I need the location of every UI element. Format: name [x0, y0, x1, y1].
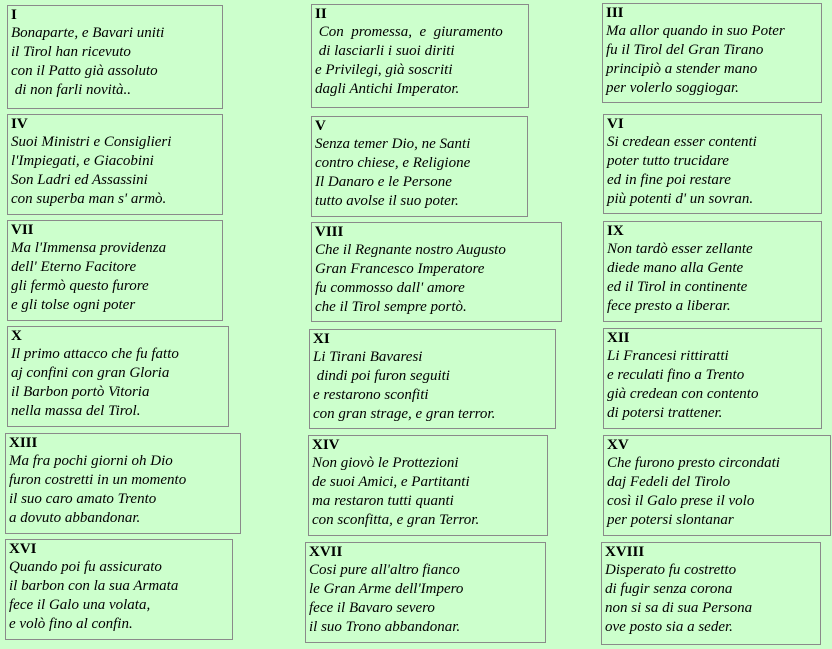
verse-line: l'Impiegati, e Giacobini — [11, 153, 154, 169]
stanza-number: III — [606, 5, 624, 21]
verse-line: a dovuto abbandonar. — [9, 510, 141, 526]
verse-line: fece il Bavaro severo — [309, 600, 435, 616]
stanza-11 — [309, 329, 556, 429]
stanza-number: XV — [607, 437, 629, 453]
verse-line: Senza temer Dio, ne Santi — [315, 136, 471, 152]
verse-line: Che furono presto circondati — [607, 455, 780, 471]
verse-line: per volerlo soggiogar. — [606, 80, 739, 96]
stanza-number: X — [11, 328, 22, 344]
verse-line: Li Francesi rittiratti — [607, 348, 729, 364]
stanza-number: IV — [11, 116, 28, 132]
stanza-16 — [5, 539, 233, 640]
stanza-13 — [5, 433, 241, 534]
verse-line: con sconfitta, e gran Terror. — [312, 512, 480, 528]
stanza-1 — [7, 5, 223, 109]
verse-line: Quando poi fu assicurato — [9, 559, 162, 575]
stanza-number: XVIII — [605, 544, 645, 560]
stanza-number: VI — [607, 116, 624, 132]
verse-line: per potersi slontanar — [607, 512, 734, 528]
verse-line: fu il Tirol del Gran Tirano — [606, 42, 764, 58]
verse-line: e gli tolse ogni poter — [11, 297, 136, 313]
verse-line: il barbon con la sua Armata — [9, 578, 179, 594]
verse-line: così il Galo prese il volo — [607, 493, 755, 509]
verse-line: tutto avolse il suo poter. — [315, 193, 459, 209]
stanza-5 — [311, 116, 528, 217]
stanza-number: I — [11, 7, 17, 23]
stanza-3 — [602, 3, 822, 103]
stanza-number: XI — [313, 331, 330, 347]
stanza-12 — [603, 328, 822, 429]
verse-line: Li Tirani Bavaresi — [313, 349, 423, 365]
stanza-number: XVII — [309, 544, 343, 560]
verse-line: con il Patto già assoluto — [11, 63, 158, 79]
verse-line: Suoi Ministri e Consiglieri — [11, 134, 172, 150]
stanza-number: V — [315, 118, 326, 134]
verse-line: dell' Eterno Facitore — [11, 259, 137, 275]
verse-line: di lasciarli i suoi diriti — [315, 43, 455, 59]
verse-line: il Tirol han ricevuto — [11, 44, 131, 60]
verse-line: dagli Antichi Imperator. — [315, 81, 460, 97]
stanza-14 — [308, 435, 548, 536]
stanza-18 — [601, 542, 821, 645]
verse-line: Ma allor quando in suo Poter — [606, 23, 785, 39]
verse-line: daj Fedeli del Tirolo — [607, 474, 731, 490]
verse-line: furon costretti in un momento — [9, 472, 187, 488]
verse-line: ma restaron tutti quanti — [312, 493, 454, 509]
verse-line: diede mano alla Gente — [607, 260, 744, 276]
stanza-6 — [603, 114, 822, 214]
stanza-4 — [7, 114, 223, 215]
verse-line: aj confini con gran Gloria — [11, 365, 170, 381]
verse-line: di potersi trattener. — [607, 405, 723, 421]
verse-line: Ma l'Immensa providenza — [11, 240, 167, 256]
stanza-7 — [7, 220, 223, 321]
verse-line: contro chiese, e Religione — [315, 155, 471, 171]
verse-line: il suo Trono abbandonar. — [309, 619, 461, 635]
stanza-number: XIV — [312, 437, 340, 453]
verse-line: gli fermò questo furore — [11, 278, 149, 294]
stanza-8 — [311, 222, 562, 322]
stanza-9 — [603, 221, 822, 322]
stanza-number: II — [315, 6, 327, 22]
verse-line: Son Ladri ed Assassini — [11, 172, 148, 188]
verse-line: de suoi Amici, e Partitanti — [312, 474, 470, 490]
stanza-number: VII — [11, 222, 34, 238]
verse-line: il Barbon portò Vitoria — [11, 384, 150, 400]
verse-line: Disperato fu costretto — [605, 562, 737, 578]
verse-line: poter tutto trucidare — [607, 153, 729, 169]
verse-line: e restarono sconfiti — [313, 387, 429, 403]
verse-line: fece presto a liberar. — [607, 298, 731, 314]
verse-line: Il Danaro e le Persone — [315, 174, 452, 190]
verse-line: le Gran Arme dell'Impero — [309, 581, 464, 597]
verse-line: già credean con contento — [607, 386, 759, 402]
verse-line: più potenti d' un sovran. — [607, 191, 754, 207]
verse-line: e reculati fino a Trento — [607, 367, 745, 383]
stanza-number: XII — [607, 330, 630, 346]
verse-line: ove posto sia a seder. — [605, 619, 733, 635]
verse-line: principiò a stender mano — [606, 61, 758, 77]
verse-line: Ma fra pochi giorni oh Dio — [9, 453, 173, 469]
verse-line: con gran strage, e gran terror. — [313, 406, 496, 422]
verse-line: fece il Galo una volata, — [9, 597, 151, 613]
verse-line: ed in fine poi restare — [607, 172, 731, 188]
stanza-10 — [7, 326, 229, 427]
verse-line: Con promessa, e giuramento — [315, 24, 503, 40]
verse-line: Cosi pure all'altro fianco — [309, 562, 460, 578]
verse-line: Che il Regnante nostro Augusto — [315, 242, 506, 258]
verse-line: Bonaparte, e Bavari uniti — [11, 25, 165, 41]
stanza-number: IX — [607, 223, 624, 239]
verse-line: di non farli novità.. — [11, 82, 131, 98]
stanza-number: XIII — [9, 435, 38, 451]
verse-line: Il primo attacco che fu fatto — [11, 346, 179, 362]
stanza-17 — [305, 542, 546, 643]
verse-line: Gran Francesco Imperatore — [315, 261, 485, 277]
verse-line: nella massa del Tirol. — [11, 403, 141, 419]
stanza-number: XVI — [9, 541, 37, 557]
verse-line: dindi poi furon seguiti — [313, 368, 450, 384]
verse-line: di fugir senza corona — [605, 581, 733, 597]
stanza-15 — [603, 435, 831, 536]
verse-line: fu commosso dall' amore — [315, 280, 465, 296]
stanza-2 — [311, 4, 529, 108]
verse-line: Non giovò le Prottezioni — [312, 455, 459, 471]
stanza-number: VIII — [315, 224, 344, 240]
verse-line: e volò fino al confin. — [9, 616, 133, 632]
verse-line: che il Tirol sempre portò. — [315, 299, 467, 315]
verse-line: non si sa di sua Persona — [605, 600, 753, 616]
verse-line: ed il Tirol in continente — [607, 279, 748, 295]
verse-line: Non tardò esser zellante — [607, 241, 753, 257]
verse-line: e Privilegi, già soscriti — [315, 62, 453, 78]
verse-line: Si credean esser contenti — [607, 134, 757, 150]
verse-line: il suo caro amato Trento — [9, 491, 157, 507]
verse-line: con superba man s' armò. — [11, 191, 167, 207]
